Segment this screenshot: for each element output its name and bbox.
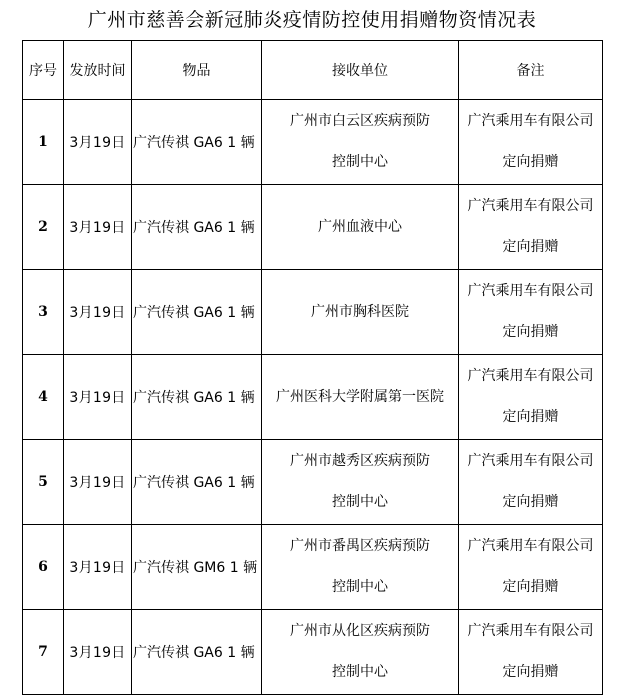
note-line-1: 广汽乘用车有限公司 bbox=[467, 198, 594, 214]
note-line-1: 广汽乘用车有限公司 bbox=[467, 538, 594, 554]
row-note bbox=[459, 355, 603, 440]
table-row bbox=[23, 185, 603, 270]
row-note bbox=[459, 610, 603, 695]
header-date: 发放时间 bbox=[64, 41, 132, 100]
note-line-1: 广汽乘用车有限公司 bbox=[467, 623, 594, 639]
header-item: 物品 bbox=[132, 41, 262, 100]
recipient-line-2: 控制中心 bbox=[332, 494, 388, 510]
row-seq: 3 bbox=[23, 270, 64, 355]
row-item: 广汽传祺 GM6 1 辆 bbox=[132, 525, 262, 610]
row-note bbox=[459, 440, 603, 525]
recipient-line-2: 控制中心 bbox=[332, 664, 388, 680]
recipient-line-2: 控制中心 bbox=[332, 154, 388, 170]
note-line-1: 广汽乘用车有限公司 bbox=[467, 453, 594, 469]
recipient-line-1: 广州医科大学附属第一医院 bbox=[276, 388, 444, 405]
row-note bbox=[459, 100, 603, 185]
table-header-row bbox=[23, 41, 603, 100]
recipient-line-1: 广州市番禺区疾病预防 bbox=[290, 538, 430, 554]
recipient-line-1: 广州市从化区疾病预防 bbox=[290, 623, 430, 639]
page-title: 广州市慈善会新冠肺炎疫情防控使用捐赠物资情况表 bbox=[87, 9, 537, 31]
row-seq: 5 bbox=[23, 440, 64, 525]
recipient-line-1: 广州市胸科医院 bbox=[311, 303, 409, 320]
row-item: 广汽传祺 GA6 1 辆 bbox=[132, 355, 262, 440]
row-item: 广汽传祺 GA6 1 辆 bbox=[132, 440, 262, 525]
recipient-line-1: 广州血液中心 bbox=[318, 218, 402, 235]
row-date: 3月19日 bbox=[64, 610, 132, 695]
table-row bbox=[23, 440, 603, 525]
row-date: 3月19日 bbox=[64, 100, 132, 185]
row-date: 3月19日 bbox=[64, 185, 132, 270]
row-date: 3月19日 bbox=[64, 440, 132, 525]
row-date: 3月19日 bbox=[64, 355, 132, 440]
row-item: 广汽传祺 GA6 1 辆 bbox=[132, 100, 262, 185]
row-note bbox=[459, 525, 603, 610]
header-note: 备注 bbox=[459, 41, 603, 100]
row-recipient bbox=[262, 610, 459, 695]
row-seq: 1 bbox=[23, 100, 64, 185]
row-recipient bbox=[262, 185, 459, 270]
note-line-2: 定向捐赠 bbox=[502, 154, 559, 170]
row-seq: 7 bbox=[23, 610, 64, 695]
row-item: 广汽传祺 GA6 1 辆 bbox=[132, 610, 262, 695]
row-recipient bbox=[262, 100, 459, 185]
row-date: 3月19日 bbox=[64, 270, 132, 355]
recipient-line-1: 广州市白云区疾病预防 bbox=[290, 113, 430, 129]
row-note bbox=[459, 185, 603, 270]
row-seq: 6 bbox=[23, 525, 64, 610]
recipient-line-2: 控制中心 bbox=[332, 579, 388, 595]
row-item: 广汽传祺 GA6 1 辆 bbox=[132, 185, 262, 270]
table-row bbox=[23, 355, 603, 440]
row-item: 广汽传祺 GA6 1 辆 bbox=[132, 270, 262, 355]
table-row bbox=[23, 610, 603, 695]
note-line-2: 定向捐赠 bbox=[502, 409, 559, 425]
row-recipient bbox=[262, 355, 459, 440]
table-row bbox=[23, 100, 603, 185]
note-line-1: 广汽乘用车有限公司 bbox=[467, 283, 594, 299]
note-line-2: 定向捐赠 bbox=[502, 664, 559, 680]
donation-table bbox=[22, 40, 603, 695]
note-line-1: 广汽乘用车有限公司 bbox=[467, 113, 594, 129]
row-seq: 4 bbox=[23, 355, 64, 440]
note-line-2: 定向捐赠 bbox=[502, 494, 559, 510]
row-recipient bbox=[262, 270, 459, 355]
row-seq: 2 bbox=[23, 185, 64, 270]
row-date: 3月19日 bbox=[64, 525, 132, 610]
note-line-1: 广汽乘用车有限公司 bbox=[467, 368, 594, 384]
header-seq: 序号 bbox=[23, 41, 64, 100]
row-recipient bbox=[262, 525, 459, 610]
recipient-line-1: 广州市越秀区疾病预防 bbox=[290, 453, 430, 469]
note-line-2: 定向捐赠 bbox=[502, 239, 559, 255]
header-recipient: 接收单位 bbox=[262, 41, 459, 100]
row-note bbox=[459, 270, 603, 355]
table-row bbox=[23, 525, 603, 610]
table-row bbox=[23, 270, 603, 355]
note-line-2: 定向捐赠 bbox=[502, 324, 559, 340]
row-recipient bbox=[262, 440, 459, 525]
note-line-2: 定向捐赠 bbox=[502, 579, 559, 595]
